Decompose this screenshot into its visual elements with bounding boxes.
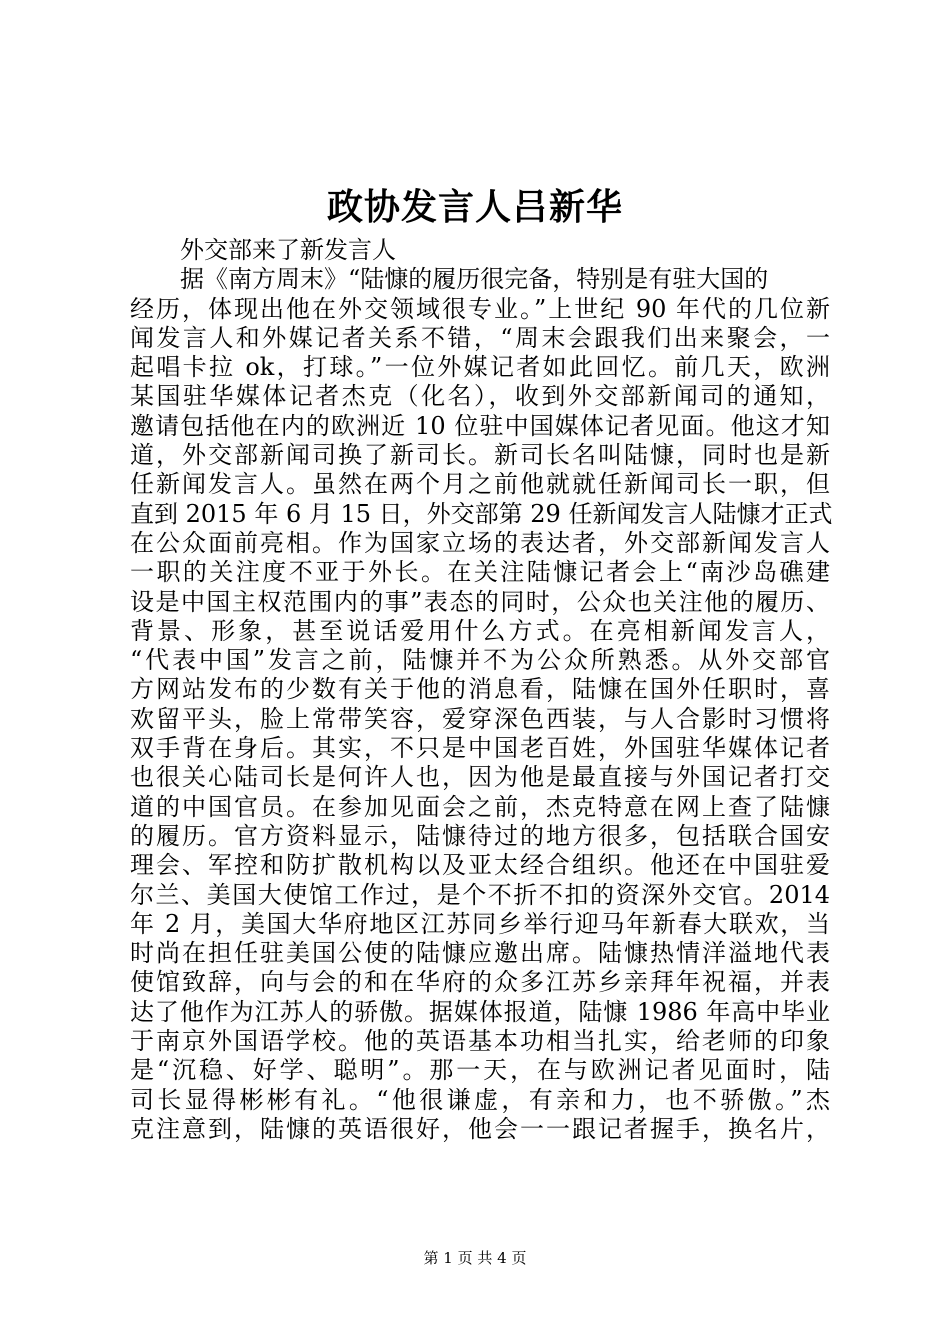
body-line: 年 2 月，美国大华府地区江苏同乡举行迎马年新春大联欢，当 — [130, 909, 830, 938]
body-line: 是“沉稳、好学、聪明”。那一天，在与欧洲记者见面时，陆 — [130, 1056, 830, 1085]
body-line: 道的中国官员。在参加见面会之前，杰克特意在网上查了陆慷 — [130, 792, 830, 821]
body-line: 时尚在担任驻美国公使的陆慷应邀出席。陆慷热情洋溢地代表 — [130, 939, 830, 968]
document-title: 政协发言人吕新华 — [326, 186, 623, 228]
body-line: 道，外交部新闻司换了新司长。新司长名叫陆慷，同时也是新 — [130, 441, 830, 470]
body-line: 在公众面前亮相。作为国家立场的表达者，外交部新闻发言人 — [130, 528, 830, 557]
body-line: 于南京外国语学校。他的英语基本功相当扎实，给老师的印象 — [130, 1027, 830, 1056]
body-line: 达了他作为江苏人的骄傲。据媒体报道，陆慷 1986 年高中毕业 — [130, 997, 830, 1026]
body-line: 直到 2015 年 6 月 15 日，外交部第 29 任新闻发言人陆慷才正式 — [130, 499, 833, 528]
body-line: 某国驻华媒体记者杰克（化名），收到外交部新闻司的通知， — [130, 382, 830, 411]
document-body — [130, 236, 833, 1144]
body-line: 背景、形象，甚至说话爱用什么方式。在亮相新闻发言人， — [130, 616, 830, 645]
body-line: 邀请包括他在内的欧洲近 10 位驻中国媒体记者见面。他这才知 — [130, 411, 830, 440]
body-line: 尔兰、美国大使馆工作过，是个不折不扣的资深外交官。2014 — [130, 880, 830, 909]
body-line: 双手背在身后。其实，不只是中国老百姓，外国驻华媒体记者 — [130, 734, 830, 763]
body-line: 理会、军控和防扩散机构以及亚太经合组织。他还在中国驻爱 — [130, 851, 830, 880]
body-line: “代表中国”发言之前，陆慷并不为公众所熟悉。从外交部官 — [130, 646, 830, 675]
body-line: 克注意到，陆慷的英语很好，他会一一跟记者握手，换名片， — [130, 1114, 830, 1143]
body-line: 任新闻发言人。虽然在两个月之前他就就任新闻司长一职，但 — [130, 470, 830, 499]
body-line: 方网站发布的少数有关于他的消息看，陆慷在国外任职时，喜 — [130, 675, 830, 704]
body-line: 经历，体现出他在外交领域很专业。”上世纪 90 年代的几位新 — [130, 294, 830, 323]
body-line: 也很关心陆司长是何许人也，因为他是最直接与外国记者打交 — [130, 763, 830, 792]
page-number-footer: 第 1 页 共 4 页 — [423, 1249, 527, 1267]
body-line: 一职的关注度不亚于外长。在关注陆慷记者会上“南沙岛礁建 — [130, 558, 830, 587]
body-line: 设是中国主权范围内的事”表态的同时，公众也关注他的履历、 — [130, 587, 830, 616]
body-subtitle-line: 外交部来了新发言人 — [180, 236, 396, 264]
body-line: 欢留平头，脸上常带笑容，爱穿深色西装，与人合影时习惯将 — [130, 704, 830, 733]
body-line: 据《南方周末》“陆慷的履历很完备，特别是有驻大国的 — [180, 265, 769, 294]
body-line: 使馆致辞，向与会的和在华府的众多江苏乡亲拜年祝福，并表 — [130, 968, 830, 997]
body-line: 起唱卡拉 ok，打球。”一位外媒记者如此回忆。前几天，欧洲 — [130, 353, 830, 382]
body-line: 闻发言人和外媒记者关系不错，“周末会跟我们出来聚会，一 — [130, 323, 830, 352]
body-line: 的履历。官方资料显示，陆慷待过的地方很多，包括联合国安 — [130, 821, 830, 850]
body-line: 司长显得彬彬有礼。“他很谦虚，有亲和力，也不骄傲。”杰 — [130, 1085, 830, 1114]
